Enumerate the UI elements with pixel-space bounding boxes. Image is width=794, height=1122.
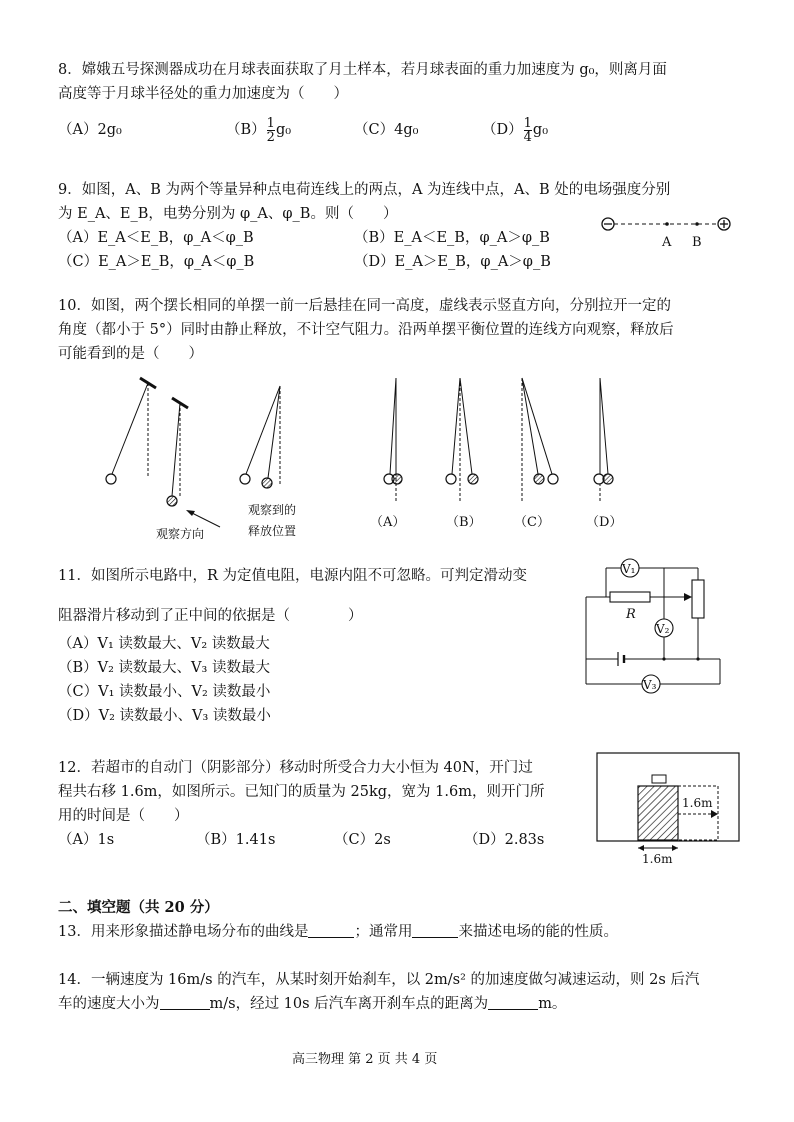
q8-option-d-fraction [524, 117, 532, 144]
q10-release-label-line1: 观察到的 [248, 503, 297, 517]
q14-text-part3: m。 [538, 996, 567, 1012]
q8-option-b-numerator: 1 [266, 115, 275, 131]
q12-option-d: （D）2.83s [464, 832, 545, 848]
q9-point-b [695, 222, 699, 226]
resistor-r [610, 592, 650, 602]
q11-option-b: （B）V₂ 读数最大、V₃ 读数最大 [58, 660, 270, 676]
q10-perspective-view [106, 378, 220, 527]
q11-v3-label: V₃ [643, 678, 657, 692]
q13-blank-2[interactable] [412, 923, 458, 938]
q8-option-b-fraction [267, 117, 275, 144]
q11-stem-line1: 11．如图所示电路中，R 为定值电阻，电源内阻不可忽略。可判定滑动变 [58, 568, 527, 584]
q10-option-a-figure [384, 378, 402, 502]
q13-stem [58, 922, 618, 942]
q10-release-label-line2: 释放位置 [248, 524, 297, 538]
q8-option-a: （A）2g₀ [58, 122, 122, 138]
q9-option-d: （D）E_A＞E_B，φ_A＞φ_B [354, 254, 551, 270]
battery [618, 652, 624, 666]
voltmeter-v2 [655, 619, 673, 637]
q12-option-a: （A）1s [58, 832, 115, 848]
q10-option-c-caption: （C） [514, 515, 550, 530]
q9-label-b: B [692, 235, 702, 250]
q9-label-a: A [662, 235, 672, 250]
q9-option-a: （A）E_A＜E_B，φ_A＜φ_B [58, 230, 254, 246]
q14-blank-1[interactable] [160, 995, 210, 1010]
q10-stem-line2: 角度（都小于 5°）同时由静止释放，不计空气阻力。沿两单摆平衡位置的连线方向观察，释放后 [58, 322, 674, 338]
q12-stem-line1: 12．若超市的自动门（阴影部分）移动时所受合力大小恒为 40N，开门过 [58, 760, 533, 776]
q11-option-d: （D）V₂ 读数最小、V₃ 读数最小 [58, 708, 271, 724]
q8-option-d-denominator: 4 [523, 129, 532, 145]
q12-stem-line2: 程共右移 1.6m，如图所示。已知门的质量为 25kg，宽为 1.6m，则开门所 [58, 784, 545, 800]
q13-text-part2: ；通常用 [354, 924, 413, 940]
q8-option-d [482, 110, 548, 150]
q13-text-part1: 13．用来形象描述静电场分布的曲线是 [58, 924, 309, 940]
q8-option-b [226, 110, 291, 150]
q10-figure [100, 370, 640, 550]
q13-text-part3: 来描述电场的能的性质。 [458, 924, 618, 940]
page-footer: 高三物理 第 2 页 共 4 页 [292, 1052, 438, 1067]
section-2-heading: 二、填空题（共 20 分） [58, 899, 219, 916]
q8-option-c: （C）4g₀ [354, 122, 419, 138]
q12-door-shaded [638, 786, 678, 840]
positive-charge-icon [718, 218, 730, 230]
q10-option-d-figure [594, 378, 613, 502]
q9-stem-line2: 为 E_A、E_B，电势分别为 φ_A、φ_B。则（ ） [58, 206, 398, 222]
q10-option-b-figure [446, 378, 478, 502]
q8-option-b-label: （B） [226, 122, 266, 138]
q10-stem-line1: 10．如图，两个摆长相同的单摆一前一后悬挂在同一高度，虚线表示竖直方向，分别拉开一定的 [58, 298, 671, 314]
q10-front-bob [106, 474, 116, 484]
q14-stem-line2 [58, 994, 566, 1014]
q10-release-view [240, 386, 280, 488]
q8-option-d-label: （D） [482, 122, 523, 138]
q10-observe-direction-label: 观察方向 [156, 527, 205, 541]
q8-option-b-denominator: 2 [266, 129, 275, 145]
q12-door-figure [596, 752, 740, 868]
voltmeter-v1 [621, 559, 639, 577]
q8-option-d-numerator: 1 [523, 115, 532, 131]
q8-option-b-tail: g₀ [275, 122, 292, 138]
q12-option-c: （C）2s [334, 832, 391, 848]
q10-option-a-caption: （A） [370, 515, 406, 530]
q10-option-c-figure [522, 378, 558, 502]
q14-text-part1: 车的速度大小为 [58, 996, 160, 1012]
rheostat [692, 580, 704, 618]
q9-figure [600, 212, 740, 252]
q11-v1-label: V₁ [622, 562, 636, 576]
q9-option-b: （B）E_A＜E_B，φ_A＞φ_B [354, 230, 550, 246]
q11-option-c: （C）V₁ 读数最小、V₂ 读数最小 [58, 684, 271, 700]
q10-stem-line3: 可能看到的是（ ） [58, 346, 203, 362]
q10-back-bob [167, 496, 177, 506]
rheostat-slider-arrow [684, 593, 692, 601]
voltmeter-v3 [642, 675, 660, 693]
q9-point-a [665, 222, 669, 226]
q14-text-part2: m/s，经过 10s 后汽车离开刹车点的距离为 [209, 996, 489, 1012]
q11-stem-line2: 阻器滑片移动到了正中间的依据是（ ） [58, 608, 363, 624]
q12-option-b: （B）1.41s [196, 832, 276, 848]
q12-door-sensor [652, 775, 666, 783]
q12-stem-line3: 用的时间是（ ） [58, 808, 189, 824]
q14-blank-2[interactable] [488, 995, 538, 1010]
q12-shift-label: 1.6m [682, 796, 713, 810]
q11-option-a: （A）V₁ 读数最大、V₂ 读数最大 [58, 636, 270, 652]
q11-r-label: R [626, 607, 636, 622]
q8-stem-line1: 8．嫦娥五号探测器成功在月球表面获取了月土样本，若月球表面的重力加速度为 g₀，则离月面 [58, 62, 667, 78]
q9-option-c: （C）E_A＞E_B，φ_A＜φ_B [58, 254, 255, 270]
q11-circuit-figure [580, 552, 740, 702]
negative-charge-icon [602, 218, 614, 230]
q13-blank-1[interactable] [308, 923, 354, 938]
q8-option-d-tail: g₀ [532, 122, 549, 138]
q11-v2-label: V₂ [656, 622, 670, 636]
q12-width-label: 1.6m [642, 852, 673, 866]
q9-stem-line1: 9．如图，A、B 为两个等量异种点电荷连线上的两点，A 为连线中点，A、B 处的电场强度分别 [58, 182, 671, 198]
q14-stem-line1: 14．一辆速度为 16m/s 的汽车，从某时刻开始刹车，以 2m/s² 的加速度做匀减速运动，则 2s 后汽 [58, 972, 700, 988]
q10-option-d-caption: （D） [586, 515, 623, 530]
q10-option-b-caption: （B） [446, 515, 482, 530]
q8-stem-line2: 高度等于月球半径处的重力加速度为（ ） [58, 86, 348, 102]
